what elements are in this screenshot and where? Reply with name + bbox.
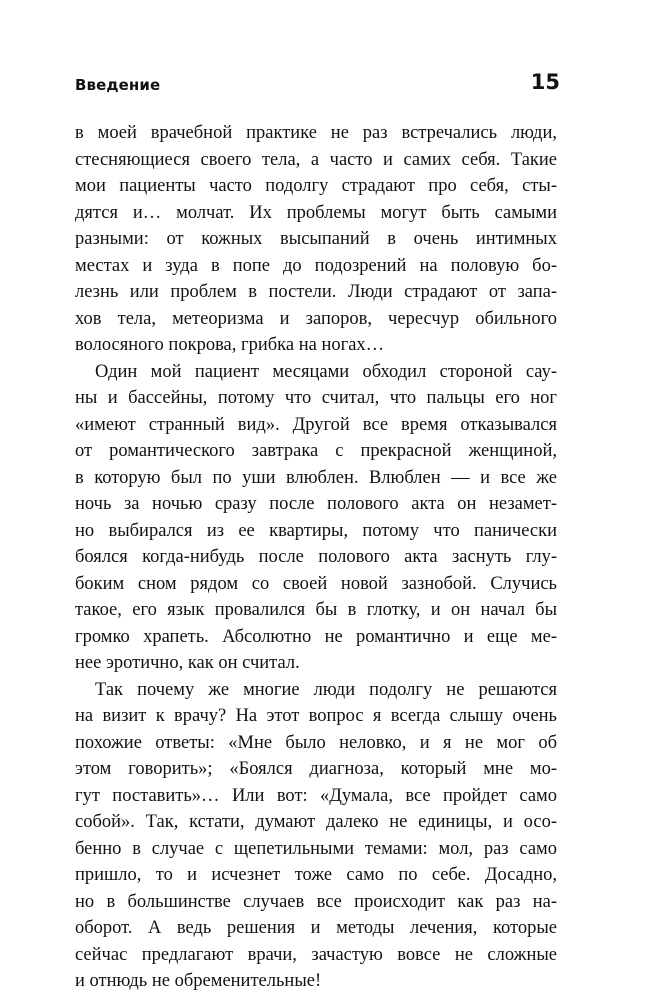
paragraph-3 bbox=[75, 677, 557, 995]
text-line: «имеют странный вид». Другой все время отказывался bbox=[75, 414, 557, 435]
text-line: но в большинстве случаев все происходит как раз на- bbox=[75, 891, 557, 912]
text-line: боялся когда-нибудь после полового акта заснуть глу- bbox=[75, 547, 557, 567]
page-number: 15 bbox=[530, 70, 560, 94]
text-line: хов тела, метеоризма и запоров, чересчур обильного bbox=[75, 308, 557, 329]
text-line: похожие ответы: «Мне было неловко, и я не мог об bbox=[75, 732, 557, 753]
text-line: сейчас предлагают врачи, зачастую вовсе не сложные bbox=[75, 944, 557, 965]
text-line: ны и бассейны, потому что считал, что пальцы его ног bbox=[75, 388, 557, 408]
text-line: Один мой пациент месяцами обходил стороной сау- bbox=[95, 361, 557, 382]
text-line: собой». Так, кстати, думают далеко не единицы, и осо- bbox=[75, 812, 557, 832]
text-line: стесняющиеся своего тела, а часто и самих себя. Такие bbox=[75, 149, 557, 170]
body-text bbox=[75, 120, 557, 995]
text-line: оборот. А ведь решения и методы лечения, которые bbox=[75, 918, 557, 938]
text-line: волосяного покрова, грибка на ногах… bbox=[75, 335, 385, 355]
text-line: громко храпеть. Абсолютно не романтично и еще ме- bbox=[75, 626, 557, 647]
text-line: ночь за ночью сразу после полового акта он незамет- bbox=[75, 494, 557, 514]
text-line: боким сном рядом со своей новой зазнобой. Случись bbox=[75, 573, 557, 594]
text-line: в моей врачебной практике не раз встречались люди, bbox=[75, 123, 557, 143]
text-line: но выбирался из ее квартиры, потому что панически bbox=[75, 520, 557, 541]
text-line: от романтического завтрака с прекрасной женщиной, bbox=[75, 441, 557, 461]
text-line: мои пациенты часто подолгу страдают про себя, сты- bbox=[75, 176, 557, 196]
paragraph-1 bbox=[75, 120, 557, 359]
text-line: в которую был по уши влюблен. Влюблен — и все же bbox=[75, 467, 557, 488]
text-line: пришло, то и исчезнет тоже само по себе. Досадно, bbox=[75, 865, 557, 885]
text-line: такое, его язык провалился бы в глотку, и он начал бы bbox=[75, 600, 557, 620]
text-line: гут поставить»… Или вот: «Думала, все пройдет само bbox=[75, 785, 557, 806]
text-line: местах и зуда в попе до подозрений на половую бо- bbox=[75, 255, 557, 276]
running-title: Введение bbox=[75, 76, 161, 94]
text-line: дятся и… молчат. Их проблемы могут быть самыми bbox=[75, 202, 557, 223]
text-line: нее эротично, как он считал. bbox=[75, 653, 300, 673]
paragraph-2 bbox=[75, 359, 557, 677]
text-line: на визит к врачу? На этот вопрос я всегда слышу очень bbox=[75, 706, 557, 726]
text-line: разными: от кожных высыпаний в очень интимных bbox=[75, 229, 557, 249]
text-line: этом говорить»; «Боялся диагноза, который мне мо- bbox=[75, 759, 557, 779]
text-line: лезнь или проблем в постели. Люди страдают от запа- bbox=[75, 282, 557, 302]
text-line: бенно в случае с щепетильными темами: мол, раз само bbox=[75, 838, 557, 859]
text-line: Так почему же многие люди подолгу не решаются bbox=[95, 679, 557, 700]
text-line: и отнюдь не обременительные! bbox=[75, 971, 322, 991]
